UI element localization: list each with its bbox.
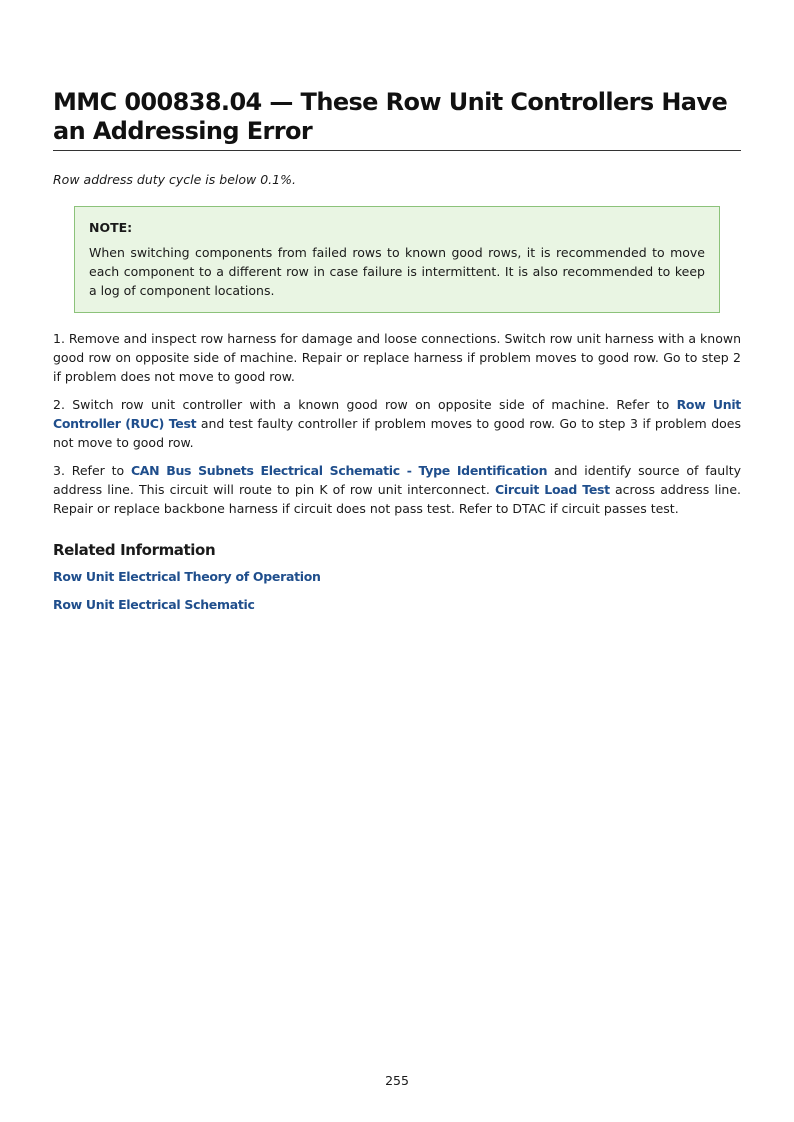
step-3-text-after: across address line. Repair or replace backbone harness if circuit does not pass test. Refer to DTAC if circuit passes test. xyxy=(53,482,741,516)
note-box xyxy=(74,206,720,313)
note-label: NOTE: xyxy=(89,220,133,235)
step-3 xyxy=(53,461,741,518)
step-2 xyxy=(53,395,741,452)
circuit-load-test-link[interactable]: Circuit Load Test xyxy=(494,482,610,497)
step-3-text-middle: and identify source of faulty address line. This circuit will route to pin K of row unit interconnect. xyxy=(53,463,741,497)
step-3-text-before: 3. Refer to xyxy=(53,463,131,478)
step-1: 1. Remove and inspect row harness for damage and loose connections. Switch row unit harness with a known good row on opposite side of machine. Repair or replace harness if problem moves to good row. Go to step 2 if problem does not move to good row. xyxy=(53,331,741,384)
related-link-electrical-schematic[interactable]: Row Unit Electrical Schematic xyxy=(53,597,255,612)
step-2-text-after: and test faulty controller if problem moves to good row. Go to step 3 if problem does not move to good row. xyxy=(53,416,741,450)
can-bus-schematic-link[interactable]: CAN Bus Subnets Electrical Schematic - Type Identification xyxy=(130,463,548,478)
row-unit-controller-test-link[interactable]: Row Unit Controller (RUC) Test xyxy=(53,397,741,431)
page-number: 255 xyxy=(385,1073,409,1088)
document-page xyxy=(53,88,741,614)
step-2-text-before: 2. Switch row unit controller with a known good row on opposite side of machine. Refer to xyxy=(53,397,677,412)
condition-text: Row address duty cycle is below 0.1%. xyxy=(53,172,296,187)
page-title: MMC 000838.04 — These Row Unit Controllers Have an Addressing Error xyxy=(53,88,741,151)
related-link-theory-of-operation[interactable]: Row Unit Electrical Theory of Operation xyxy=(53,569,321,584)
note-text: When switching components from failed rows to known good rows, it is recommended to move each component to a different row in case failure is intermittent. It is also recommended to keep a log of component locations. xyxy=(89,245,705,298)
related-information-heading: Related Information xyxy=(53,541,216,559)
